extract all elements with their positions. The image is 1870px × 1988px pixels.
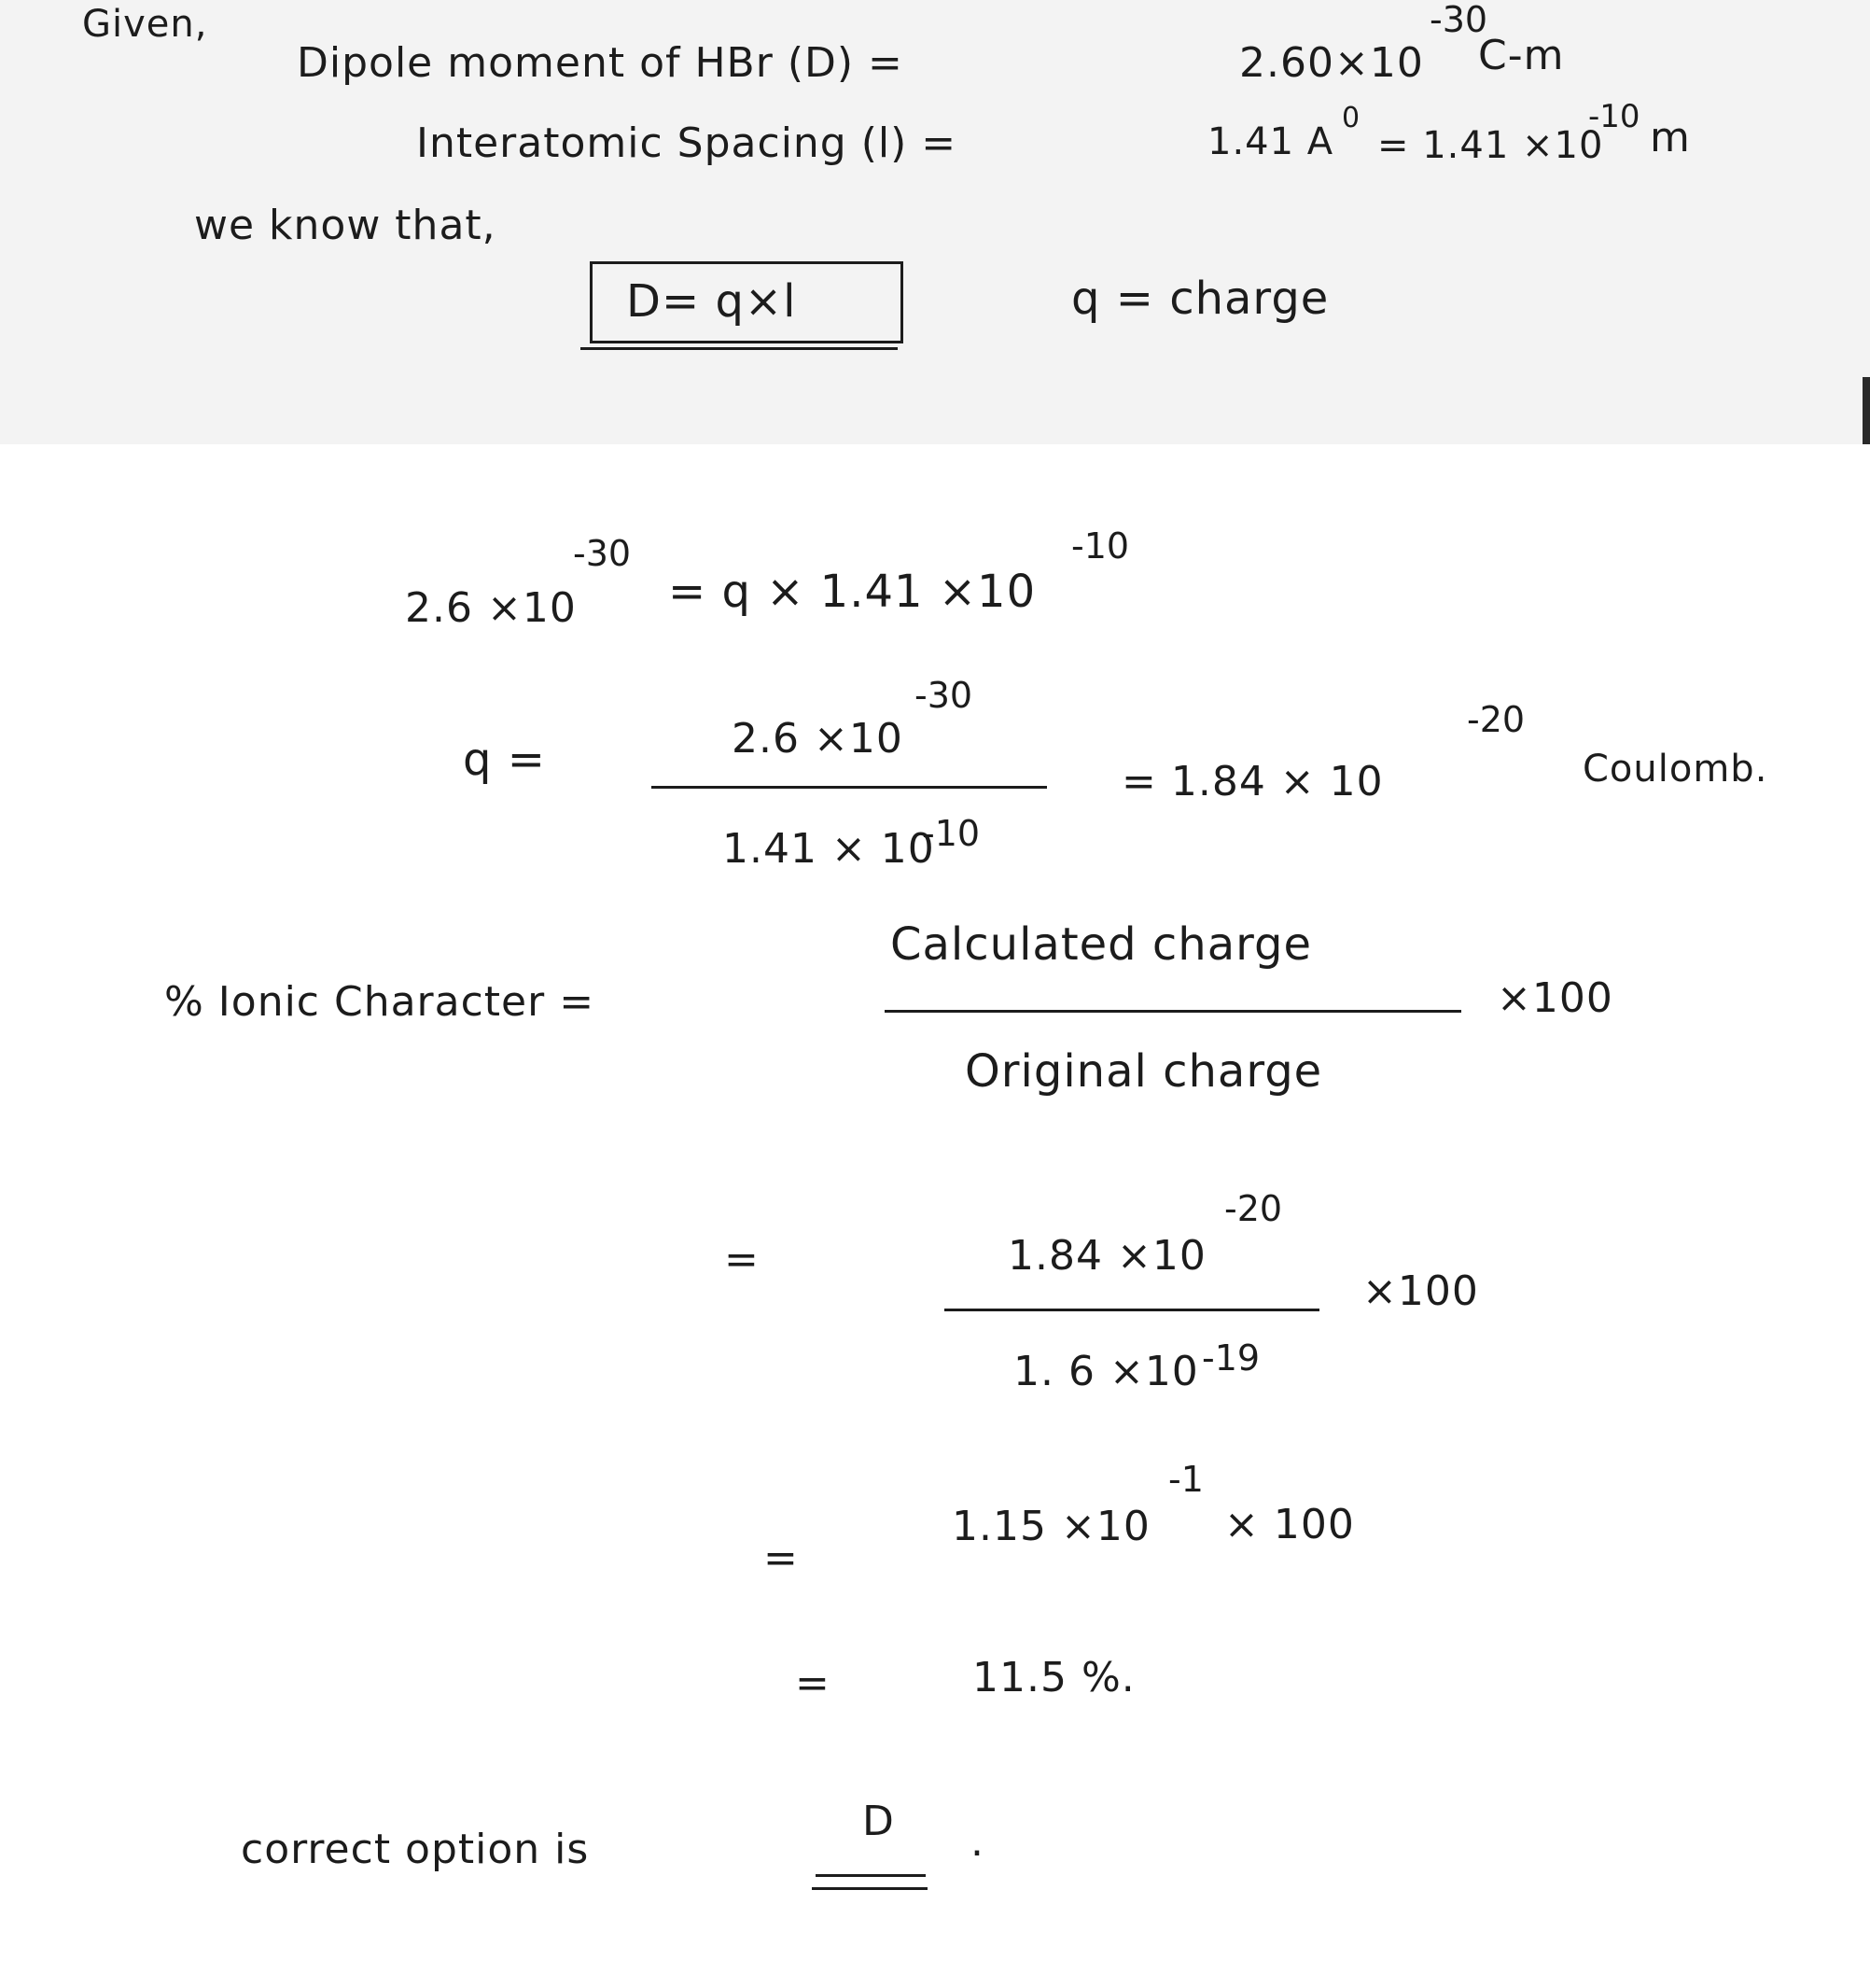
equals-sign-2: = <box>724 1236 760 1283</box>
spacing-equation: = 1.41 ×10 <box>1377 124 1604 167</box>
answer-underline-2 <box>812 1887 928 1890</box>
rhs-expression: = q × 1.41 ×10 <box>668 566 1037 618</box>
dipole-value: 2.60×10 <box>1239 39 1424 87</box>
equals-sign-3: = <box>763 1534 799 1582</box>
spacing-exponent: -10 <box>1588 98 1640 135</box>
q-equals: q = <box>463 734 546 786</box>
step2-numerator-exponent: -20 <box>1224 1188 1283 1229</box>
answer-period: . <box>970 1818 984 1866</box>
dipole-label: Dipole moment of HBr (D) = <box>297 39 903 87</box>
step2-numerator: 1.84 ×10 <box>1008 1232 1207 1280</box>
q-numerator-exponent: -30 <box>914 675 973 716</box>
given-heading: Given, <box>82 3 208 46</box>
step2-multiplier: ×100 <box>1362 1267 1479 1315</box>
lhs-exponent: -30 <box>573 533 632 574</box>
q-fraction-bar <box>651 786 1047 789</box>
q-denominator-exponent: -10 <box>922 813 981 854</box>
ionic-fraction-bar <box>885 1010 1461 1013</box>
step2-denominator: 1. 6 ×10 <box>1013 1348 1199 1395</box>
answer-label: correct option is <box>241 1826 590 1873</box>
dipole-unit: C-m <box>1478 32 1565 79</box>
step3-exponent: -1 <box>1168 1459 1204 1500</box>
step2-denominator-exponent: -19 <box>1202 1337 1261 1379</box>
q-result-exponent: -20 <box>1467 699 1526 740</box>
formula-box <box>590 261 903 343</box>
rhs-exponent: -10 <box>1071 525 1130 567</box>
answer-underline-1 <box>816 1874 926 1877</box>
formula-text: D= q×l <box>626 275 797 328</box>
ionic-character-label: % Ionic Character = <box>164 978 595 1026</box>
step2-fraction-bar <box>944 1309 1319 1311</box>
equals-sign-4: = <box>795 1659 830 1707</box>
charge-definition: q = charge <box>1071 273 1330 325</box>
step3-multiplier: × 100 <box>1224 1501 1355 1548</box>
q-unit: Coulomb. <box>1583 748 1768 791</box>
page-edge-mark <box>1863 377 1870 444</box>
final-percentage: 11.5 %. <box>972 1654 1136 1701</box>
ionic-numerator: Calculated charge <box>890 918 1313 971</box>
spacing-unit: m <box>1650 114 1691 161</box>
q-numerator: 2.6 ×10 <box>732 715 903 763</box>
q-denominator: 1.41 × 10 <box>722 825 935 873</box>
step3-value: 1.15 ×10 <box>952 1503 1151 1550</box>
ionic-multiplier: ×100 <box>1497 974 1613 1022</box>
spacing-ring: 0 <box>1342 102 1361 134</box>
q-result: = 1.84 × 10 <box>1122 758 1384 805</box>
spacing-label: Interatomic Spacing (l) = <box>416 119 957 167</box>
spacing-value: 1.41 A <box>1207 120 1334 163</box>
we-know-that: we know that, <box>194 202 496 249</box>
ionic-denominator: Original charge <box>965 1045 1323 1098</box>
formula-underline <box>580 347 898 350</box>
lhs-value: 2.6 ×10 <box>405 584 577 632</box>
answer-option: D <box>862 1798 895 1845</box>
dipole-exponent: -30 <box>1430 0 1488 40</box>
